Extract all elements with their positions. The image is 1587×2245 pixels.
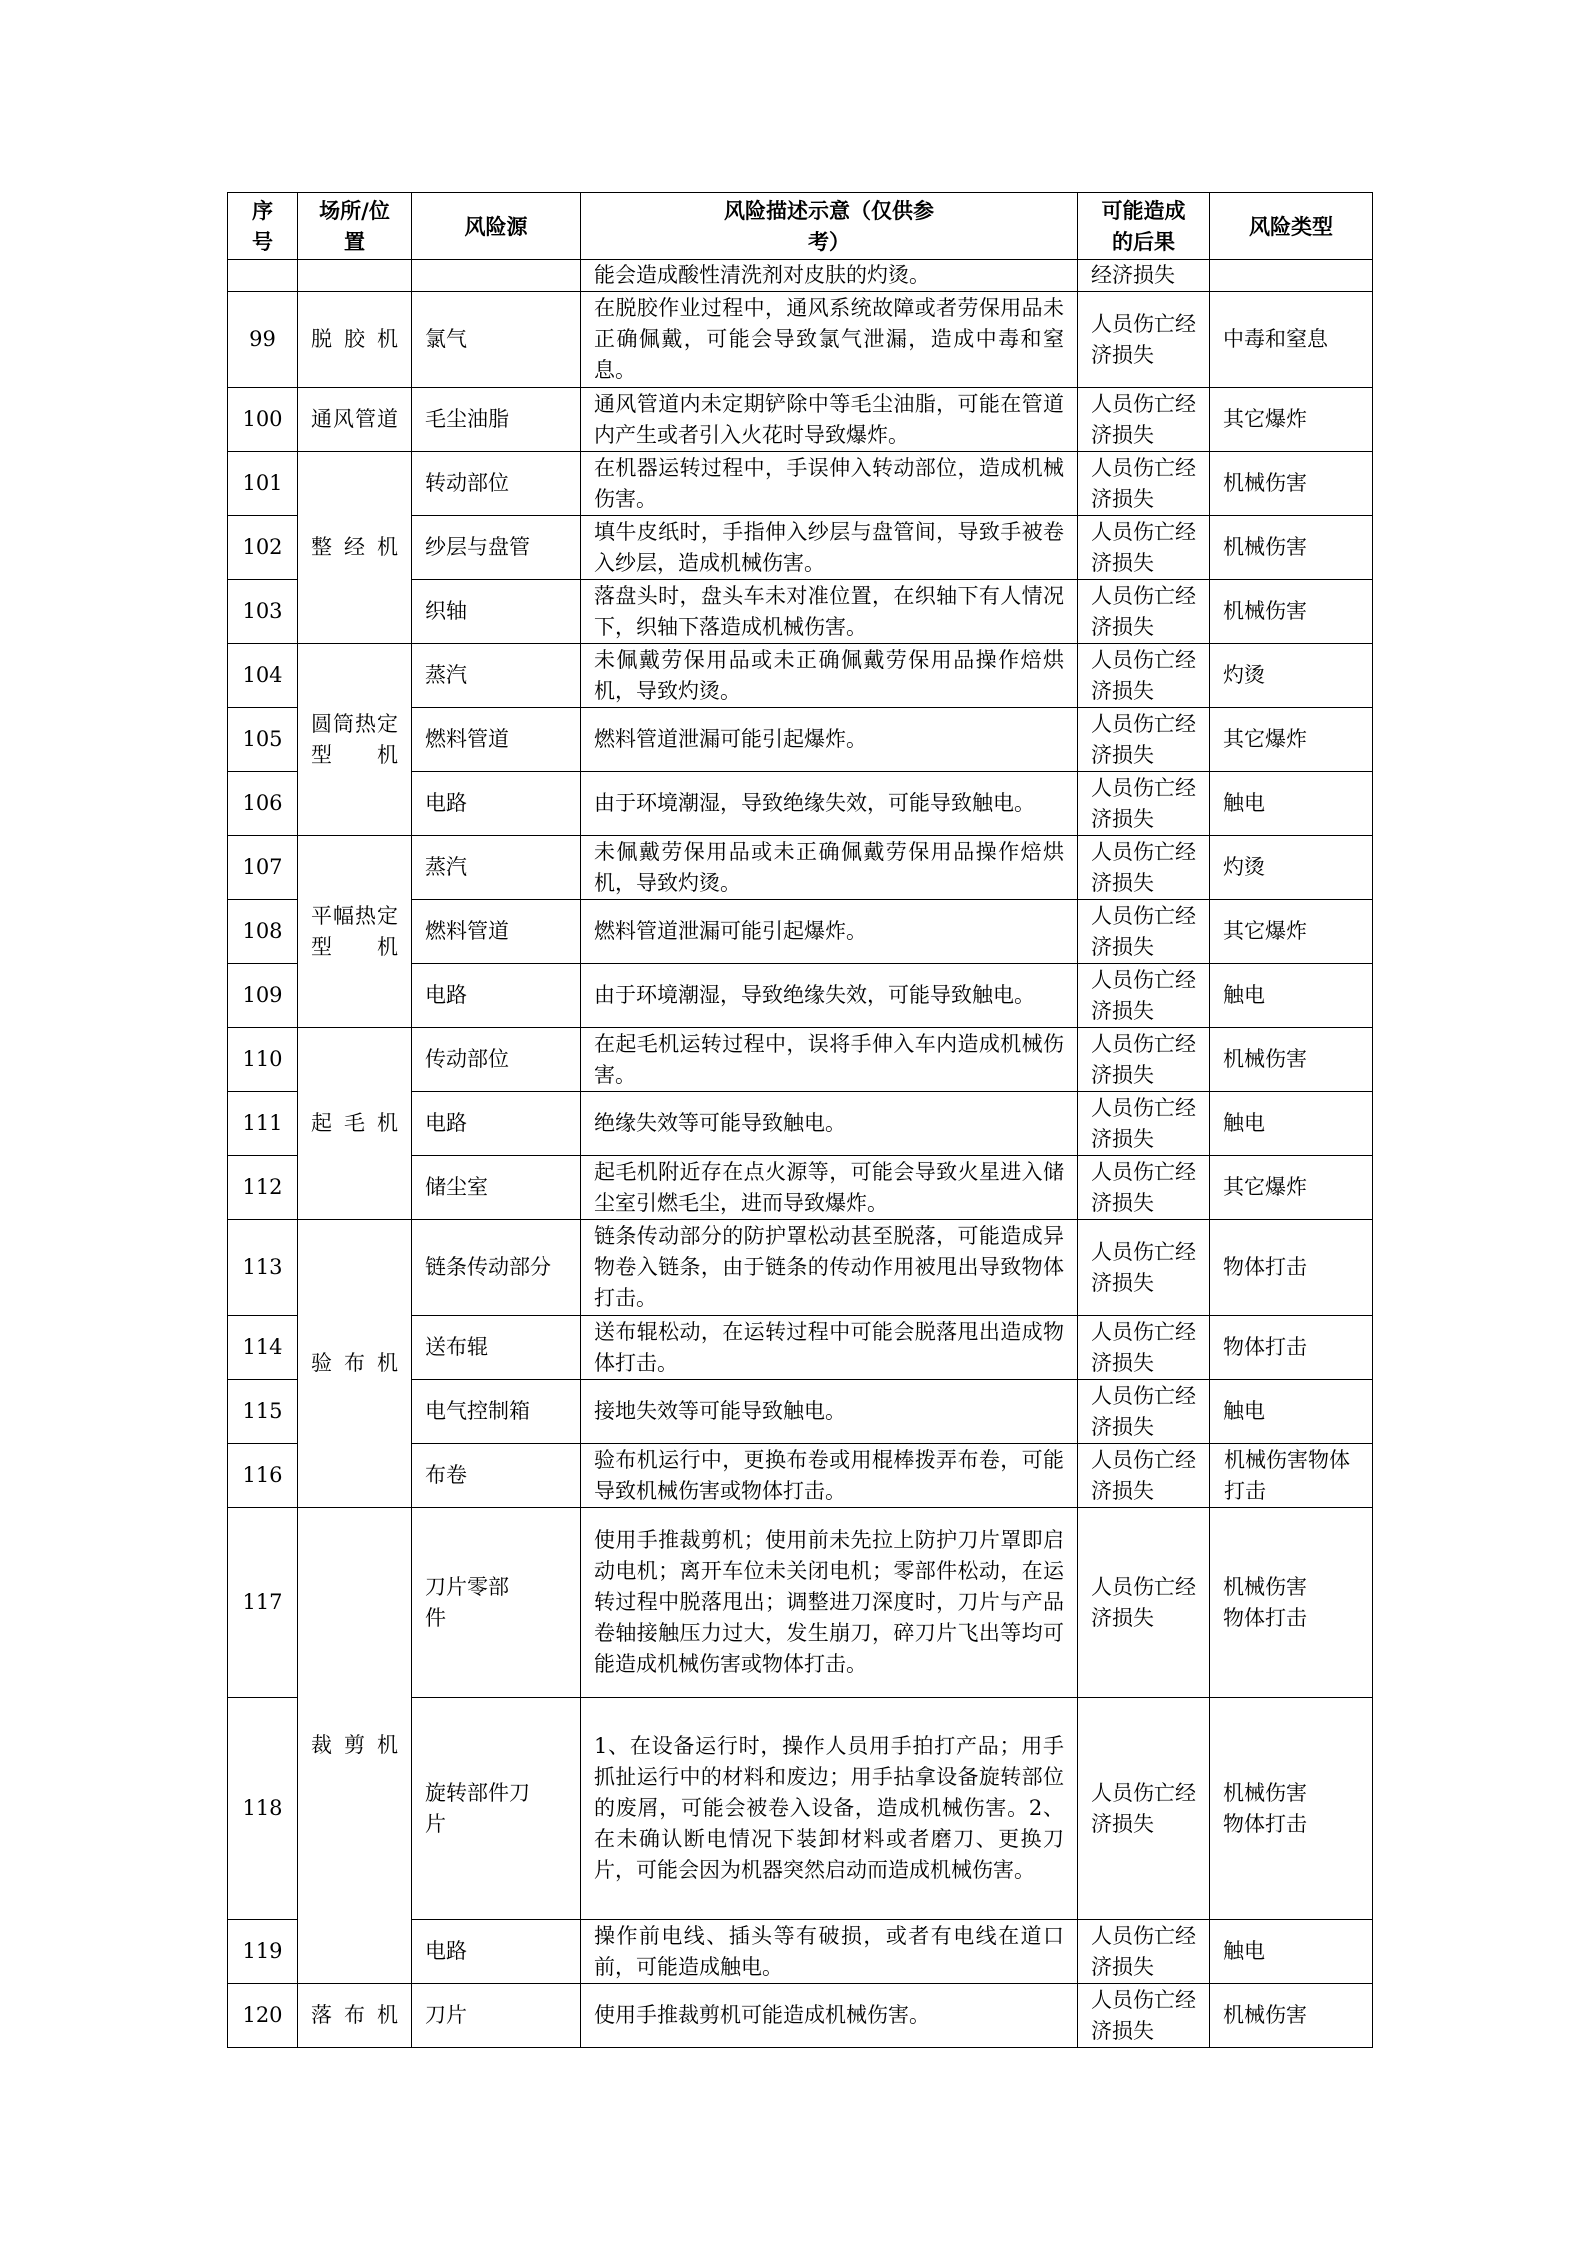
row-no: 117 [228, 1508, 298, 1698]
row-description: 落盘头时，盘头车未对准位置，在织轴下有人情况下，织轴下落造成机械伤害。 [581, 580, 1078, 644]
row-consequence: 人员伤亡经济损失 [1078, 1316, 1210, 1380]
row-no: 107 [228, 836, 298, 900]
row-consequence: 人员伤亡经济损失 [1078, 1698, 1210, 1920]
row-type: 灼烫 [1210, 644, 1373, 708]
row-description: 接地失效等可能导致触电。 [581, 1380, 1078, 1444]
row-description: 燃料管道泄漏可能引起爆炸。 [581, 708, 1078, 772]
row-location: 落布机 [298, 1984, 412, 2048]
row-description: 1、在设备运行时，操作人员用手拍打产品；用手抓扯运行中的材料和废边；用手拈拿设备旋转部位的废屑，可能会被卷入设备，造成机械伤害。2、在未确认断电情况下装卸材料或者磨刀、更换刀片，可能会因为机器突然启动而造成机械伤害。 [581, 1698, 1078, 1920]
row-type: 触电 [1210, 1092, 1373, 1156]
row-consequence: 人员伤亡经济损失 [1078, 1984, 1210, 2048]
row-type: 物体打击 [1210, 1220, 1373, 1316]
header-source: 风险源 [412, 193, 581, 260]
row-source: 送布辊 [412, 1316, 581, 1380]
row-source: 储尘室 [412, 1156, 581, 1220]
table-row [228, 1028, 1373, 1092]
row-type: 机械伤害物体打击 [1210, 1698, 1373, 1920]
row-consequence: 人员伤亡经济损失 [1078, 708, 1210, 772]
row-source: 织轴 [412, 580, 581, 644]
row-no: 112 [228, 1156, 298, 1220]
row-type: 机械伤害 [1210, 1028, 1373, 1092]
row-source: 电路 [412, 1092, 581, 1156]
row-consequence: 人员伤亡经济损失 [1078, 1156, 1210, 1220]
row-type: 机械伤害 [1210, 452, 1373, 516]
row-consequence: 人员伤亡经济损失 [1078, 452, 1210, 516]
row-description: 起毛机附近存在点火源等，可能会导致火星进入储尘室引燃毛尘，进而导致爆炸。 [581, 1156, 1078, 1220]
row-description: 在机器运转过程中，手误伸入转动部位，造成机械伤害。 [581, 452, 1078, 516]
row-consequence: 人员伤亡经济损失 [1078, 580, 1210, 644]
row-description: 绝缘失效等可能导致触电。 [581, 1092, 1078, 1156]
row-source: 转动部位 [412, 452, 581, 516]
row-no: 120 [228, 1984, 298, 2048]
row-source: 电路 [412, 772, 581, 836]
row-no: 119 [228, 1920, 298, 1984]
row-type: 触电 [1210, 1920, 1373, 1984]
row-description: 能会造成酸性清洗剂对皮肤的灼烫。 [581, 260, 1078, 292]
row-source: 氯气 [412, 292, 581, 388]
row-type: 触电 [1210, 964, 1373, 1028]
row-source: 刀片 [412, 1984, 581, 2048]
row-type [1210, 260, 1373, 292]
table-row [228, 292, 1373, 388]
row-consequence: 人员伤亡经济损失 [1078, 964, 1210, 1028]
row-type: 物体打击 [1210, 1316, 1373, 1380]
row-no: 114 [228, 1316, 298, 1380]
row-consequence: 人员伤亡经济损失 [1078, 516, 1210, 580]
row-source: 旋转部件刀片 [412, 1698, 581, 1920]
row-description: 未佩戴劳保用品或未正确佩戴劳保用品操作焙烘机，导致灼烫。 [581, 836, 1078, 900]
row-consequence: 人员伤亡经济损失 [1078, 292, 1210, 388]
row-no: 118 [228, 1698, 298, 1920]
row-location: 验布机 [298, 1220, 412, 1508]
row-type: 机械伤害物体打击 [1210, 1508, 1373, 1698]
header-type: 风险类型 [1210, 193, 1373, 260]
table-row [228, 1220, 1373, 1316]
row-source: 蒸汽 [412, 836, 581, 900]
row-type: 其它爆炸 [1210, 388, 1373, 452]
row-source: 电气控制箱 [412, 1380, 581, 1444]
row-no: 110 [228, 1028, 298, 1092]
row-source: 燃料管道 [412, 708, 581, 772]
row-no: 102 [228, 516, 298, 580]
row-no: 105 [228, 708, 298, 772]
row-no: 116 [228, 1444, 298, 1508]
row-consequence: 经济损失 [1078, 260, 1210, 292]
row-consequence: 人员伤亡经济损失 [1078, 1220, 1210, 1316]
row-type: 其它爆炸 [1210, 708, 1373, 772]
row-type: 触电 [1210, 772, 1373, 836]
row-consequence: 人员伤亡经济损失 [1078, 388, 1210, 452]
row-source: 蒸汽 [412, 644, 581, 708]
table-row [228, 836, 1373, 900]
row-consequence: 人员伤亡经济损失 [1078, 1380, 1210, 1444]
row-no: 104 [228, 644, 298, 708]
row-no: 103 [228, 580, 298, 644]
row-no [228, 260, 298, 292]
row-location: 脱胶机 [298, 292, 412, 388]
row-no: 99 [228, 292, 298, 388]
row-no: 101 [228, 452, 298, 516]
row-location [298, 260, 412, 292]
row-consequence: 人员伤亡经济损失 [1078, 1508, 1210, 1698]
header-description: 风险描述示意（仅供参考） [581, 193, 1078, 260]
row-type: 机械伤害物体打击 [1210, 1444, 1373, 1508]
row-consequence: 人员伤亡经济损失 [1078, 1920, 1210, 1984]
row-no: 113 [228, 1220, 298, 1316]
row-location: 起毛机 [298, 1028, 412, 1220]
row-no: 108 [228, 900, 298, 964]
header-location: 场所/位置 [298, 193, 412, 260]
table-row [228, 1508, 1373, 1698]
row-description: 使用手推裁剪机可能造成机械伤害。 [581, 1984, 1078, 2048]
table-row [228, 1984, 1373, 2048]
row-consequence: 人员伤亡经济损失 [1078, 644, 1210, 708]
row-no: 100 [228, 388, 298, 452]
row-source: 纱层与盘管 [412, 516, 581, 580]
row-description: 由于环境潮湿，导致绝缘失效，可能导致触电。 [581, 964, 1078, 1028]
row-consequence: 人员伤亡经济损失 [1078, 1028, 1210, 1092]
row-description: 链条传动部分的防护罩松动甚至脱落，可能造成异物卷入链条，由于链条的传动作用被甩出导致物体打击。 [581, 1220, 1078, 1316]
row-location: 圆筒热定型机 [298, 644, 412, 836]
row-description: 通风管道内未定期铲除中等毛尘油脂，可能在管道内产生或者引入火花时导致爆炸。 [581, 388, 1078, 452]
row-source: 链条传动部分 [412, 1220, 581, 1316]
row-consequence: 人员伤亡经济损失 [1078, 836, 1210, 900]
row-description: 填牛皮纸时，手指伸入纱层与盘管间，导致手被卷入纱层，造成机械伤害。 [581, 516, 1078, 580]
row-consequence: 人员伤亡经济损失 [1078, 1092, 1210, 1156]
table-row [228, 388, 1373, 452]
row-type: 中毒和窒息 [1210, 292, 1373, 388]
row-location: 平幅热定型机 [298, 836, 412, 1028]
row-type: 触电 [1210, 1380, 1373, 1444]
row-no: 111 [228, 1092, 298, 1156]
row-location: 整经机 [298, 452, 412, 644]
row-description: 在脱胶作业过程中，通风系统故障或者劳保用品未正确佩戴，可能会导致氯气泄漏，造成中毒和窒息。 [581, 292, 1078, 388]
row-type: 机械伤害 [1210, 1984, 1373, 2048]
row-type: 机械伤害 [1210, 580, 1373, 644]
row-no: 106 [228, 772, 298, 836]
row-type: 其它爆炸 [1210, 900, 1373, 964]
table-row [228, 452, 1373, 516]
row-source: 布卷 [412, 1444, 581, 1508]
row-location: 裁剪机 [298, 1508, 412, 1984]
row-no: 115 [228, 1380, 298, 1444]
row-source: 传动部位 [412, 1028, 581, 1092]
row-source: 刀片零部件 [412, 1508, 581, 1698]
row-source: 燃料管道 [412, 900, 581, 964]
row-source: 电路 [412, 1920, 581, 1984]
row-description: 燃料管道泄漏可能引起爆炸。 [581, 900, 1078, 964]
row-type: 其它爆炸 [1210, 1156, 1373, 1220]
row-consequence: 人员伤亡经济损失 [1078, 900, 1210, 964]
row-source: 电路 [412, 964, 581, 1028]
row-description: 在起毛机运转过程中，误将手伸入车内造成机械伤害。 [581, 1028, 1078, 1092]
row-source [412, 260, 581, 292]
row-consequence: 人员伤亡经济损失 [1078, 1444, 1210, 1508]
row-consequence: 人员伤亡经济损失 [1078, 772, 1210, 836]
row-location: 通风管道 [298, 388, 412, 452]
row-description: 操作前电线、插头等有破损，或者有电线在道口前，可能造成触电。 [581, 1920, 1078, 1984]
table-row [228, 260, 1373, 292]
row-source: 毛尘油脂 [412, 388, 581, 452]
row-description: 未佩戴劳保用品或未正确佩戴劳保用品操作焙烘机，导致灼烫。 [581, 644, 1078, 708]
risk-table [227, 192, 1373, 2048]
row-description: 送布辊松动，在运转过程中可能会脱落甩出造成物体打击。 [581, 1316, 1078, 1380]
row-description: 使用手推裁剪机；使用前未先拉上防护刀片罩即启动电机；离开车位未关闭电机；零部件松动，在运转过程中脱落甩出；调整进刀深度时，刀片与产品卷轴接触压力过大，发生崩刀，碎刀片飞出等均可能造成机械伤害或物体打击。 [581, 1508, 1078, 1698]
table-row [228, 644, 1373, 708]
header-row [228, 193, 1373, 260]
header-no: 序号 [228, 193, 298, 260]
row-type: 灼烫 [1210, 836, 1373, 900]
row-no: 109 [228, 964, 298, 1028]
row-type: 机械伤害 [1210, 516, 1373, 580]
header-consequence: 可能造成的后果 [1078, 193, 1210, 260]
row-description: 验布机运行中，更换布卷或用棍棒拨弄布卷，可能导致机械伤害或物体打击。 [581, 1444, 1078, 1508]
row-description: 由于环境潮湿，导致绝缘失效，可能导致触电。 [581, 772, 1078, 836]
